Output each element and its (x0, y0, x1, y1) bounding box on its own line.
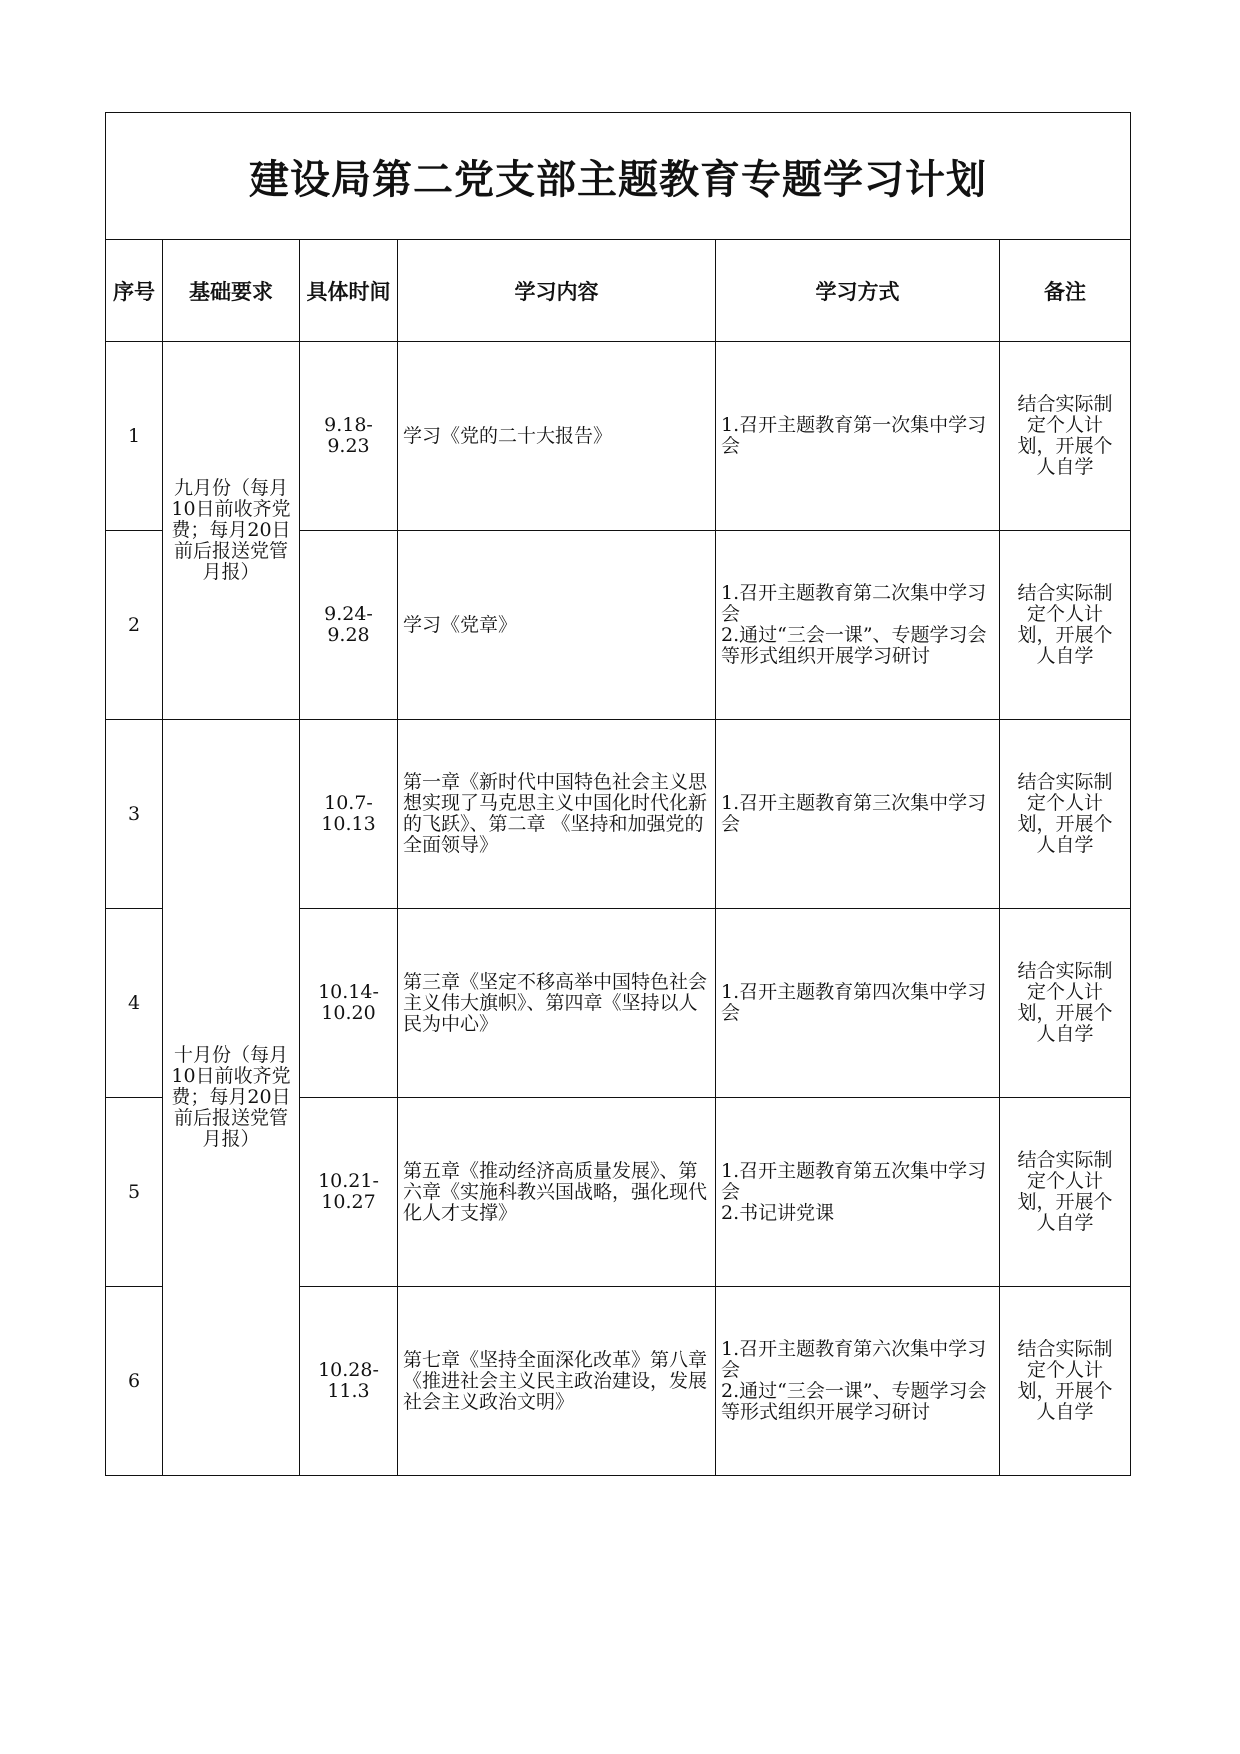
requirement-september: 九月份（每月10日前收齐党费；每月20日前后报送党管月报） (163, 342, 300, 720)
row-method (716, 342, 1000, 531)
method-item: 2.通过“三会一课”、专题学习会等形式组织开展学习研讨 (721, 1380, 987, 1423)
row-content: 第七章《坚持全面深化改革》第八章《推进社会主义民主政治建设，发展社会主义政治文明》 (398, 1287, 716, 1476)
method-item: 1.召开主题教育第三次集中学习会 (721, 792, 987, 835)
method-item: 1.召开主题教育第六次集中学习会 (721, 1338, 987, 1381)
row-seq: 1 (106, 342, 163, 531)
row-method (716, 909, 1000, 1098)
row-time: 10.21-10.27 (300, 1098, 398, 1287)
row-method (716, 1098, 1000, 1287)
row-seq: 5 (106, 1098, 163, 1287)
row-time: 10.7-10.13 (300, 720, 398, 909)
row-content: 第三章《坚定不移高举中国特色社会主义伟大旗帜》、第四章《坚持以人民为中心》 (398, 909, 716, 1098)
row-seq: 3 (106, 720, 163, 909)
row-content: 第五章《推动经济高质量发展》、第六章《实施科教兴国战略，强化现代化人才支撑》 (398, 1098, 716, 1287)
table-row (106, 720, 1131, 909)
method-item: 1.召开主题教育第一次集中学习会 (721, 414, 987, 457)
table-row (106, 342, 1131, 531)
row-content: 第一章《新时代中国特色社会主义思想实现了马克思主义中国化时代化新的飞跃》、第二章 《坚持和加强党的全面领导》 (398, 720, 716, 909)
row-time: 10.14-10.20 (300, 909, 398, 1098)
row-content: 学习《党章》 (398, 531, 716, 720)
header-content: 学习内容 (398, 240, 716, 342)
row-method (716, 720, 1000, 909)
row-time: 10.28-11.3 (300, 1287, 398, 1476)
row-note: 结合实际制定个人计划，开展个人自学 (1000, 531, 1131, 720)
requirement-october: 十月份（每月10日前收齐党费；每月20日前后报送党管月报） (163, 720, 300, 1476)
row-seq: 6 (106, 1287, 163, 1476)
row-seq: 2 (106, 531, 163, 720)
study-plan-table (105, 112, 1131, 1476)
row-seq: 4 (106, 909, 163, 1098)
row-note: 结合实际制定个人计划，开展个人自学 (1000, 342, 1131, 531)
method-item: 2.通过“三会一课”、专题学习会等形式组织开展学习研讨 (721, 624, 987, 667)
document-title: 建设局第二党支部主题教育专题学习计划 (106, 113, 1131, 240)
header-time: 具体时间 (300, 240, 398, 342)
method-item: 1.召开主题教育第二次集中学习会 (721, 582, 987, 625)
header-seq: 序号 (106, 240, 163, 342)
row-time: 9.18-9.23 (300, 342, 398, 531)
row-note: 结合实际制定个人计划，开展个人自学 (1000, 1287, 1131, 1476)
header-method: 学习方式 (716, 240, 1000, 342)
header-requirement: 基础要求 (163, 240, 300, 342)
header-row (106, 240, 1131, 342)
row-note: 结合实际制定个人计划，开展个人自学 (1000, 909, 1131, 1098)
row-method (716, 531, 1000, 720)
header-note: 备注 (1000, 240, 1131, 342)
row-method (716, 1287, 1000, 1476)
method-item: 2.书记讲党课 (721, 1201, 835, 1224)
method-item: 1.召开主题教育第五次集中学习会 (721, 1159, 987, 1203)
method-item: 1.召开主题教育第四次集中学习会 (721, 981, 987, 1024)
row-content: 学习《党的二十大报告》 (398, 342, 716, 531)
row-time: 9.24-9.28 (300, 531, 398, 720)
row-note: 结合实际制定个人计划，开展个人自学 (1000, 720, 1131, 909)
row-note: 结合实际制定个人计划，开展个人自学 (1000, 1098, 1131, 1287)
